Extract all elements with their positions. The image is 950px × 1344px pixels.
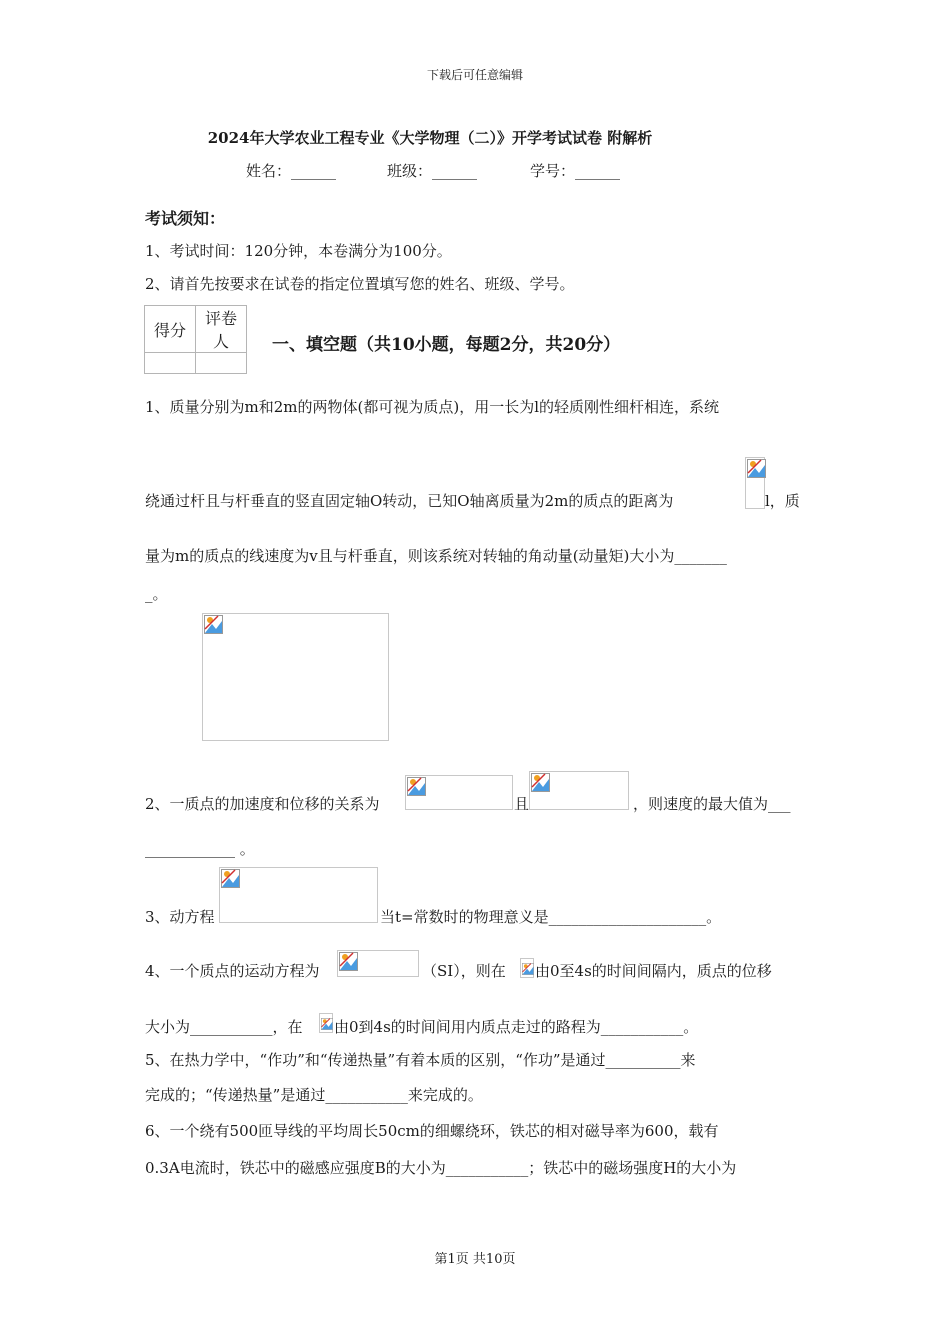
q2-text-b: 且 — [514, 795, 530, 813]
q4-formula-image — [337, 950, 419, 977]
q1-line1: 1、质量分别为m和2m的两物体(都可视为质点)，用一长为l的轻质刚性细杆相连，系统 — [145, 398, 720, 416]
broken-image-icon — [407, 777, 426, 796]
q4-text-c: 由0至4s的时间间隔内，质点的位移 — [535, 962, 772, 980]
q6-line1: 6、一个绕有500匝导线的平均周长50cm的细螺绕环，铁芯的相对磁导率为600，载有 — [145, 1122, 719, 1140]
broken-image-icon — [221, 869, 240, 888]
q3-formula-image — [219, 867, 378, 923]
q5-line1: 5、在热力学中，“作功”和“传递热量”有着本质的区别，“作功”是通过__________来 — [145, 1051, 696, 1069]
student-id-field: 学号：______ — [530, 162, 621, 180]
q1-line2b: l，质 — [765, 492, 800, 510]
q4-text-b: （SI），则在 — [422, 962, 506, 980]
grader-cell — [196, 353, 247, 374]
score-table — [144, 305, 247, 374]
notice-item-2: 2、请首先按要求在试卷的指定位置填写您的姓名、班级、学号。 — [145, 275, 575, 293]
q4-inline-image-1 — [520, 958, 534, 978]
notice-heading: 考试须知： — [145, 209, 226, 228]
q4-line2a: 大小为___________，在 — [145, 1018, 303, 1036]
q2-text-c: ，则速度的最大值为___ — [633, 795, 791, 813]
q3-text-b: 当t=常数时的物理意义是_____________________。 — [380, 908, 722, 926]
exam-title: 2024年大学农业工程专业《大学物理（二）》开学考试试卷 附解析 — [207, 129, 653, 147]
q1-line4: _。 — [145, 585, 168, 603]
q5-line2: 完成的；“传递热量”是通过___________来完成的。 — [145, 1086, 483, 1104]
broken-image-icon — [747, 459, 766, 478]
q2-line2: ____________ 。 — [145, 840, 255, 858]
score-cell — [145, 353, 196, 374]
score-header: 得分 — [145, 306, 196, 353]
broken-image-icon — [531, 773, 550, 792]
grader-header: 评卷人 — [196, 306, 247, 353]
q4-line2b: 由0到4s的时间间用内质点走过的路程为___________。 — [334, 1018, 699, 1036]
q6-line2: 0.3A电流时，铁芯中的磁感应强度B的大小为___________；铁芯中的磁场强度H的大小为 — [145, 1159, 737, 1177]
name-field: 姓名：______ — [246, 162, 337, 180]
broken-image-icon — [321, 1015, 333, 1033]
class-field: 班级：______ — [387, 162, 478, 180]
q1-line2a: 绕通过杆且与杆垂直的竖直固定轴O转动，已知O轴离质量为2m的质点的距离为 — [145, 492, 674, 510]
q2-formula-image-1 — [405, 775, 513, 810]
header-note: 下载后可任意编辑 — [426, 68, 523, 82]
q2-formula-image-2 — [529, 771, 629, 810]
q1-inline-formula-image — [745, 457, 765, 509]
broken-image-icon — [204, 615, 223, 634]
page-footer: 第1页 共10页 — [434, 1252, 516, 1267]
q2-text-a: 2、一质点的加速度和位移的关系为 — [145, 795, 380, 813]
q1-figure-image — [202, 613, 389, 741]
q1-line3: 量为m的质点的线速度为v且与杆垂直，则该系统对转轴的角动量(动量矩)大小为_______ — [145, 547, 727, 565]
q3-text-a: 3、动方程 — [145, 908, 215, 926]
notice-item-1: 1、考试时间：120分钟，本卷满分为100分。 — [145, 242, 452, 260]
q4-text-a: 4、一个质点的运动方程为 — [145, 962, 320, 980]
q4-inline-image-2 — [319, 1013, 333, 1033]
broken-image-icon — [339, 952, 358, 971]
part1-heading: 一、填空题（共10小题，每题2分，共20分） — [272, 335, 621, 355]
broken-image-icon — [522, 960, 534, 978]
